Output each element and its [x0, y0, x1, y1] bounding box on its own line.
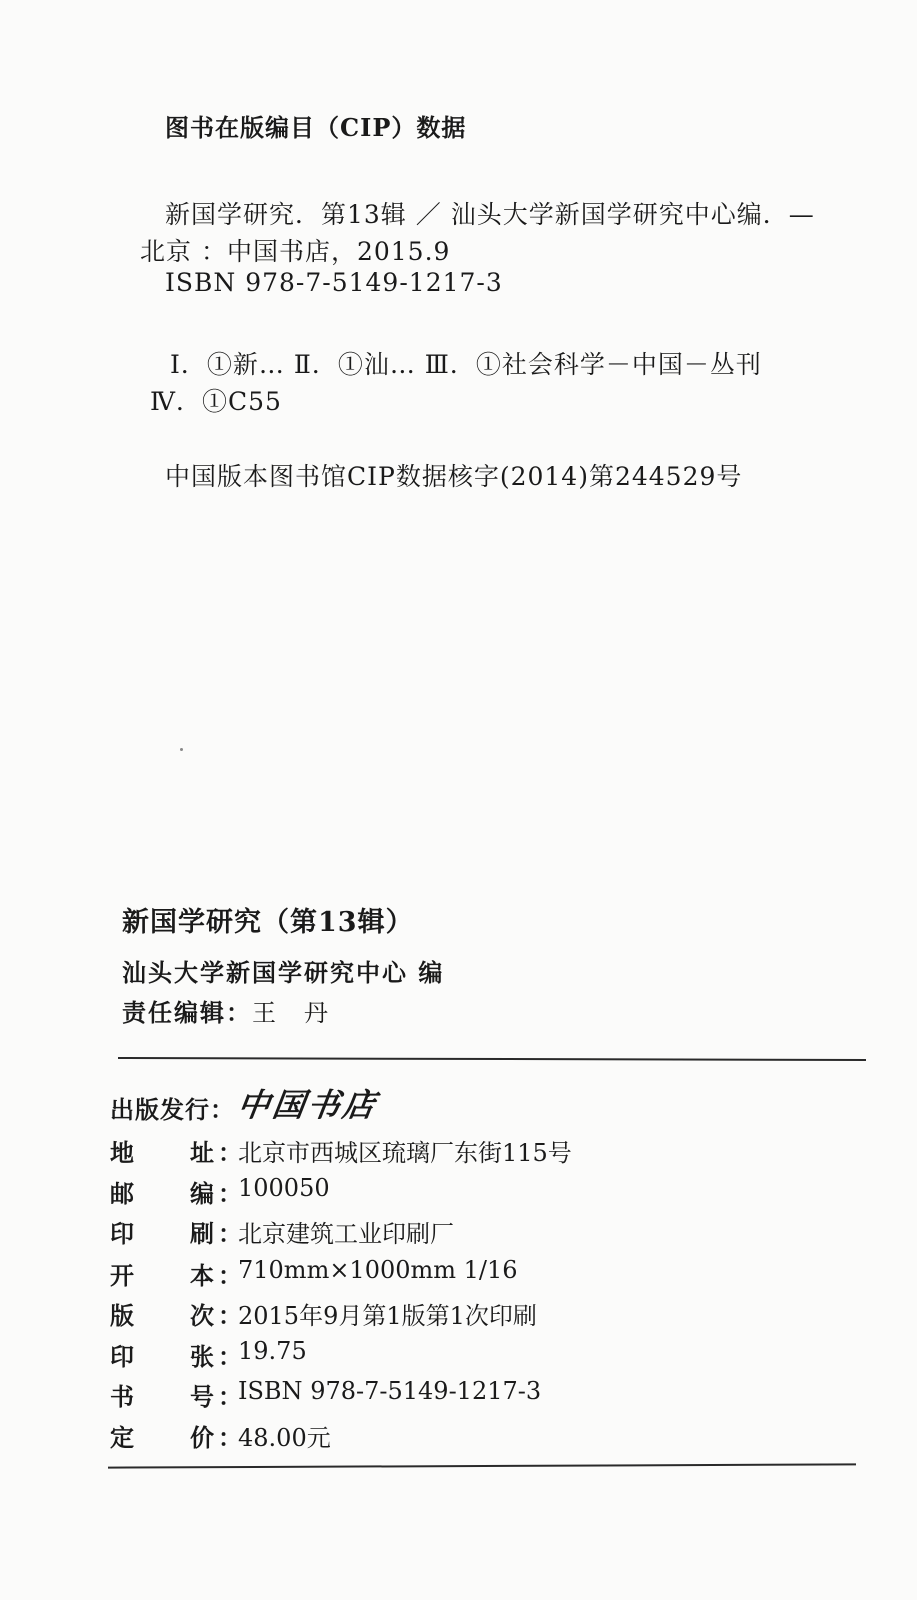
responsible-editor-label: 责任编辑： [122, 998, 252, 1027]
book-title: 新国学研究（第13辑） [122, 907, 414, 938]
row-key-char-1: 开 [110, 1261, 134, 1290]
row-key-char-2: 刷 [190, 1219, 214, 1248]
publication-row [110, 1296, 810, 1328]
row-value: 48.00元 [238, 1424, 331, 1452]
cip-classification-line: Ⅰ．①新… Ⅱ．①汕… Ⅲ．①社会科学－中国－丛刊 [170, 350, 762, 379]
top-divider [118, 1057, 866, 1061]
publication-row [110, 1174, 810, 1206]
row-colon: ： [218, 1301, 242, 1330]
row-colon: ： [218, 1342, 242, 1371]
row-key-char-2: 号 [190, 1382, 214, 1411]
row-key-char-2: 编 [190, 1179, 214, 1208]
row-colon: ： [218, 1138, 242, 1167]
row-key-char-1: 印 [110, 1219, 134, 1248]
cip-title-line: 新国学研究．第13辑 ／ 汕头大学新国学研究中心编．— [165, 200, 815, 229]
publication-row [110, 1133, 810, 1165]
cip-publisher-line: 北京 ：中国书店，2015.9 [140, 237, 451, 266]
publication-row [110, 1256, 810, 1288]
publication-row [110, 1377, 810, 1409]
row-colon: ： [218, 1179, 242, 1208]
row-colon: ： [218, 1219, 242, 1248]
publisher-label: 出版发行： [110, 1095, 235, 1124]
row-value: 100050 [238, 1174, 330, 1202]
book-editor: 汕头大学新国学研究中心 编 [122, 958, 445, 987]
row-key-char-1: 书 [110, 1382, 134, 1411]
row-colon: ： [218, 1382, 242, 1411]
cip-isbn-line: ISBN 978-7-5149-1217-3 [165, 268, 503, 297]
row-value: 19.75 [238, 1337, 307, 1365]
row-colon: ： [218, 1261, 242, 1290]
publisher-logo: 中国书店 [235, 1086, 381, 1124]
bottom-divider [108, 1463, 856, 1468]
row-key-char-1: 邮 [110, 1179, 134, 1208]
row-key-char-2: 次 [190, 1301, 214, 1330]
row-value: 北京建筑工业印刷厂 [238, 1220, 454, 1248]
cip-record-number: 中国版本图书馆CIP数据核字(2014)第244529号 [165, 462, 743, 491]
row-value: 710mm×1000mm 1/16 [238, 1256, 518, 1284]
row-value: 北京市西城区琉璃厂东街115号 [238, 1139, 572, 1167]
row-key-char-1: 印 [110, 1342, 134, 1371]
row-key-char-2: 本 [190, 1261, 214, 1290]
row-key-char-1: 定 [110, 1423, 134, 1452]
row-key-char-2: 价 [190, 1423, 214, 1452]
responsible-editor [122, 993, 330, 1028]
responsible-editor-name: 王 丹 [252, 999, 330, 1027]
cip-classification-line-2: Ⅳ．①C55 [150, 387, 282, 416]
publication-row [110, 1337, 810, 1369]
row-key-char-2: 址 [190, 1138, 214, 1167]
print-speck [180, 748, 183, 751]
row-key-char-1: 地 [110, 1138, 134, 1167]
row-key-char-2: 张 [190, 1342, 214, 1371]
row-colon: ： [218, 1423, 242, 1452]
row-key-char-1: 版 [110, 1301, 134, 1330]
cip-heading: 图书在版编目（CIP）数据 [165, 113, 467, 142]
row-value: 2015年9月第1版第1次印刷 [238, 1302, 537, 1330]
publication-row [110, 1418, 810, 1450]
publication-row [110, 1214, 810, 1246]
row-value: ISBN 978-7-5149-1217-3 [238, 1377, 542, 1405]
